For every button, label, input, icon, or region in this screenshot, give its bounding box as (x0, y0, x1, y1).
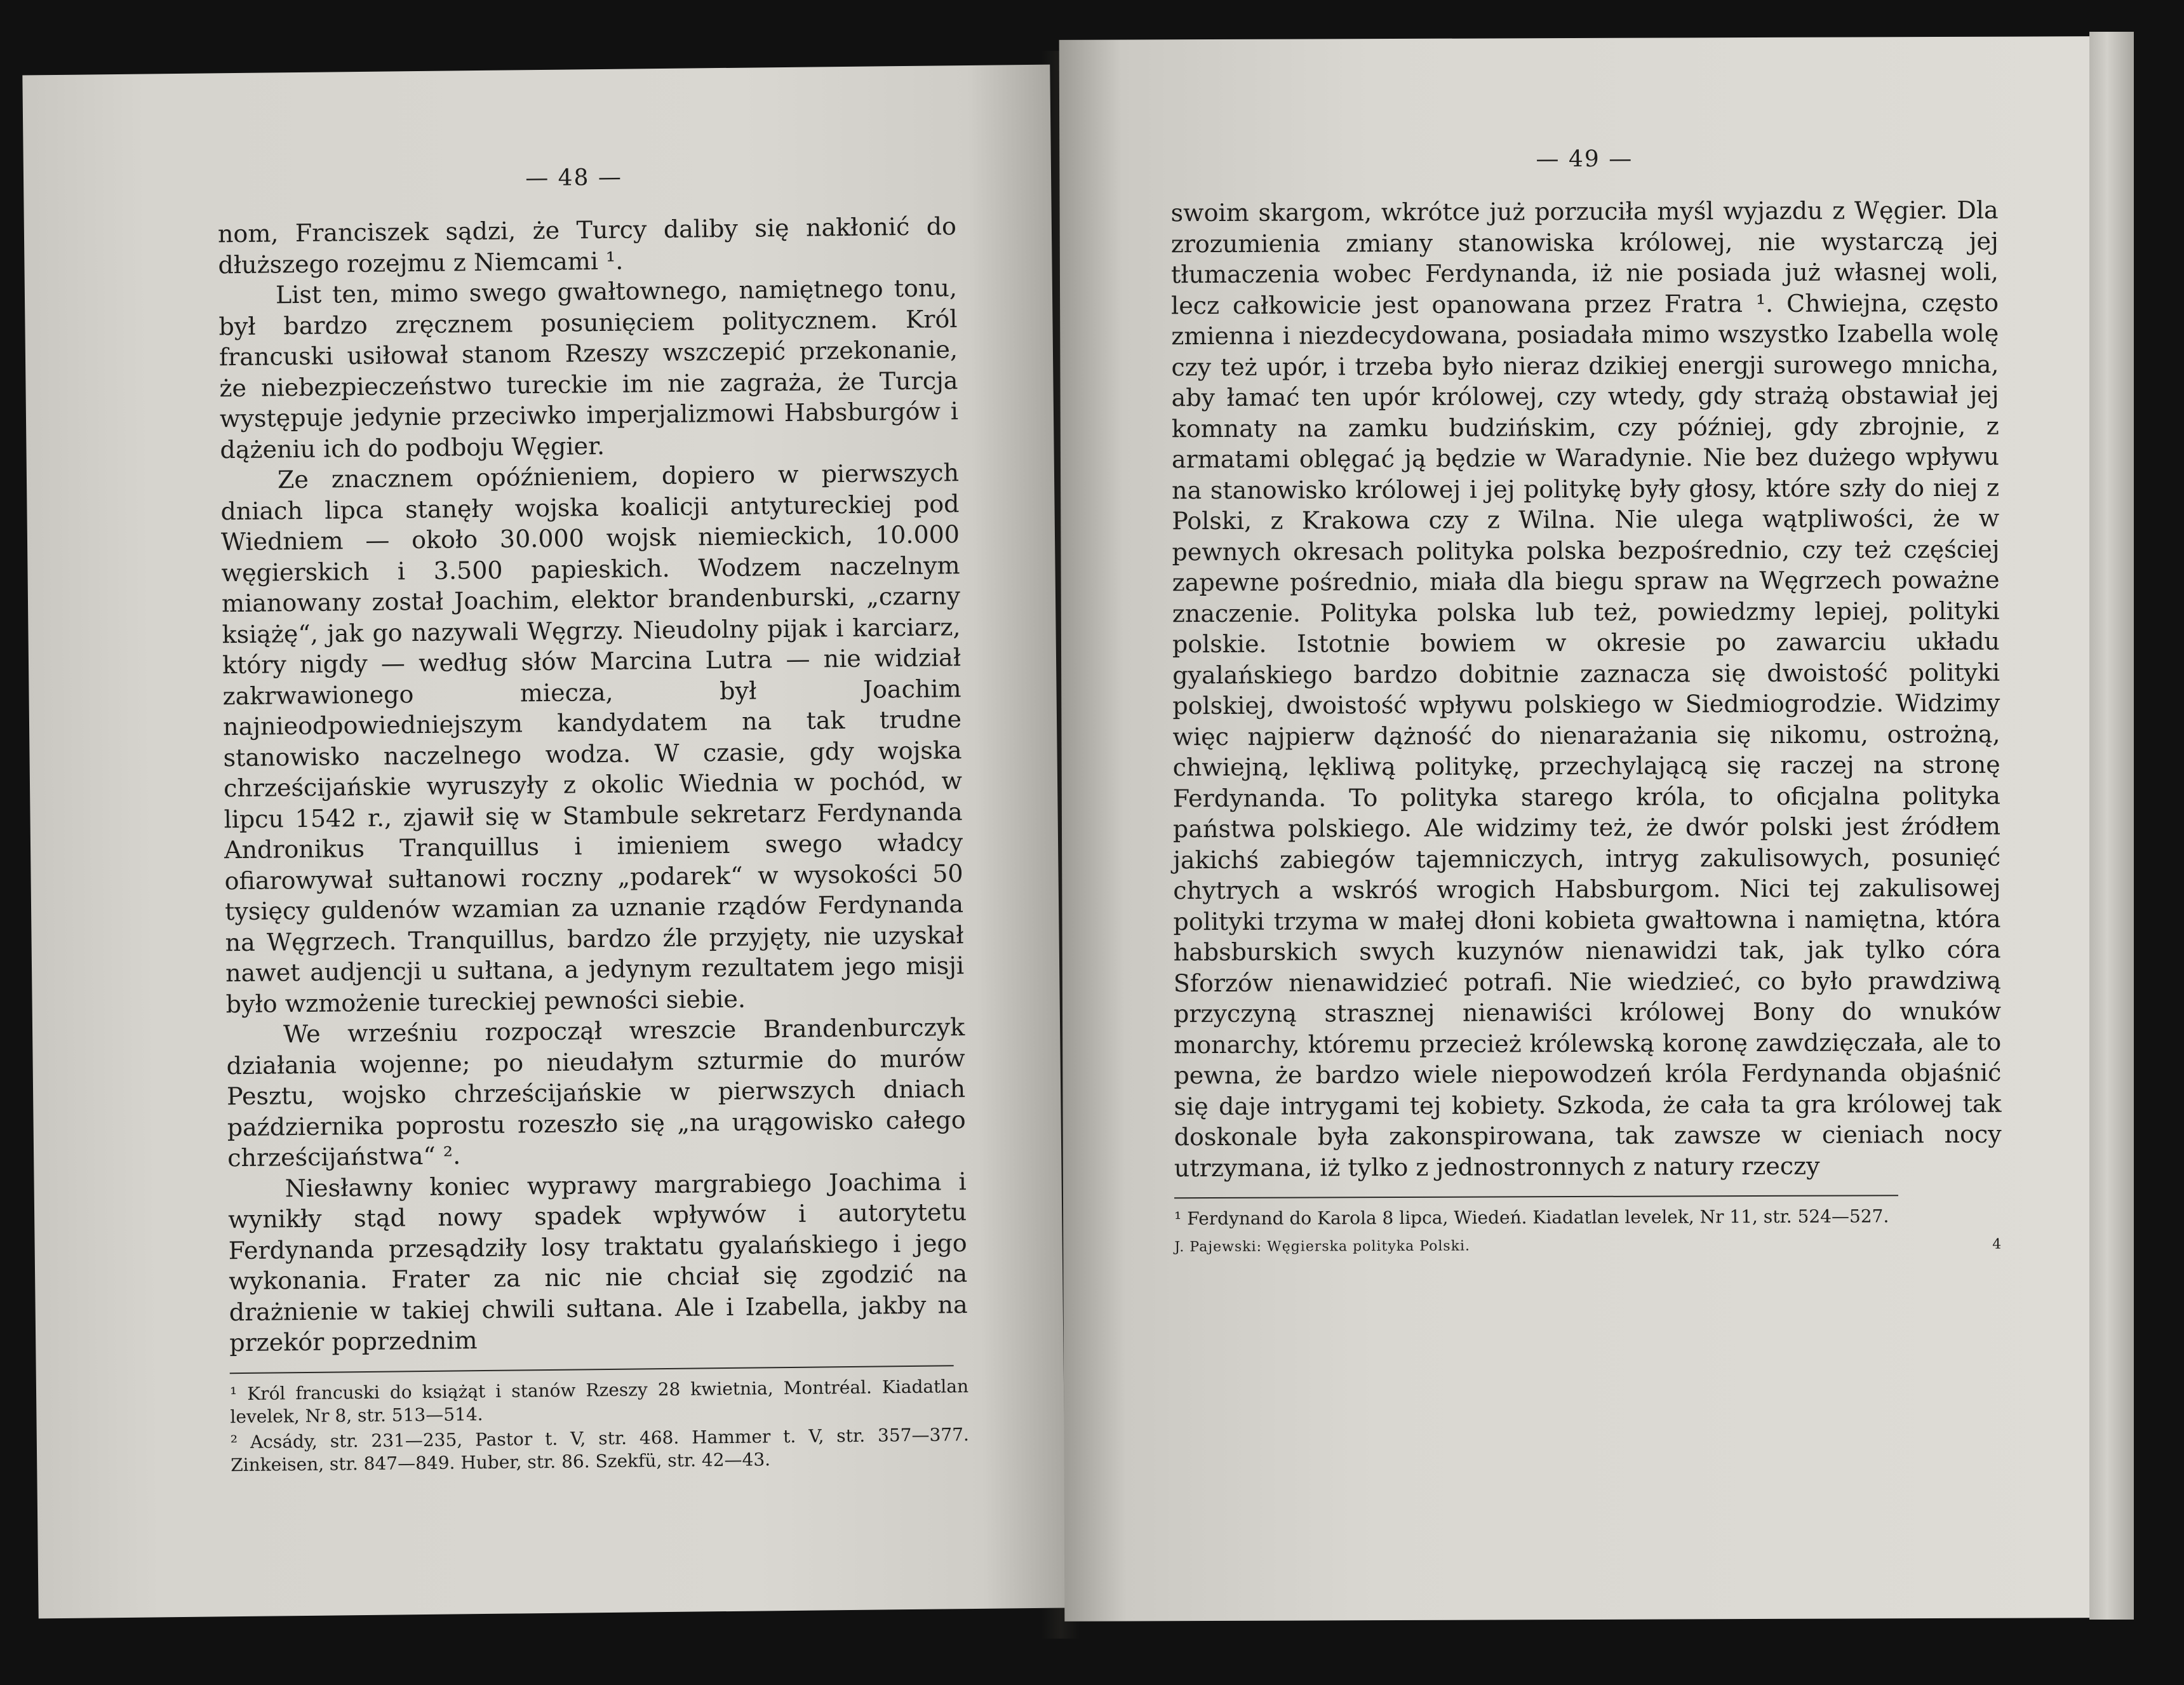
paragraph: Niesławny koniec wyprawy margrabiego Joachima i wynikły stąd nowy spadek wpływów i autorytetu Ferdynanda przesądziły losy traktatu gyalańskiego i jego wykonania. Frater za nic nie chciał się zgodzić na drażnienie w takiej chwili sułtana. Ale i Izabella, jakby na przekór poprzednim (227, 1167, 968, 1357)
footnote: ¹ Król francuski do książąt i stanów Rzeszy 28 kwietnia, Montréal. Kiadatlan levelek, Nr 8, str. 513—514. (229, 1375, 969, 1427)
footnote: ² Acsády, str. 231—235, Pastor t. V, str. 468. Hammer t. V, str. 357—377. Zinkeisen, str. 847—849. Huber, str. 86. Szekfü, str. 42—43. (230, 1423, 969, 1475)
paragraph: Ze znacznem opóźnieniem, dopiero w pierwszych dniach lipca stanęły wojska koalicji antytureckiej pod Wiedniem — około 30.000 wojsk niemieckich, 10.000 węgierskich i 3.500 papieskich. Wodzem naczelnym mianowany został Joachim, elektor brandenburski, „czarny książę“, jak go nazywali Węgrzy. Nieudolny pijak i karciarz, który nigdy — według słów Marcina Lutra — nie widział zakrwawionego miecza, był Joachim najnieodpowiedniejszym kandydatem na tak trudne stanowisko naczelnego wodza. W czasie, gdy wojska chrześcijańskie wyruszyły z okolic Wiednia w pochód, w lipcu 1542 r., zjawił się w Stambule sekretarz Ferdynanda Andronikus Tranquillus i imieniem swego władcy ofiarowywał sułtanowi roczny „podarek“ w wysokości 50 tysięcy guldenów wzamian za uznanie rządów Ferdynanda na Węgrzech. Tranquillus, bardzo źle przyjęty, nie uzyskał nawet audjencji u sułtana, a jedynym rezultatem jego misji było wzmożenie tureckiej pewności siebie. (220, 459, 965, 1018)
paragraph: List ten, mimo swego gwałtownego, namiętnego tonu, był bardzo zręcznem posunięciem politycznem. Król francuski usiłował stanom Rzeszy wszczepić przekonanie, że niebezpieczeństwo tureckie im nie zagraża, że Turcja występuje jedynie przeciwko imperjalizmowi Habsburgów i dążeniu ich do podboju Węgier. (218, 274, 959, 464)
paragraph: We wrześniu rozpoczął wreszcie Brandenburczyk działania wojenne; po nieudałym szturmie do murów Pesztu, wojsko chrześcijańskie w pierwszych dniach października poprostu rozeszło się „na urągowisko całego chrześcijaństwa“ ². (226, 1013, 966, 1172)
page-number-left: — 48 — (525, 164, 623, 192)
page-edges (2089, 32, 2134, 1620)
footnote-rule (1174, 1195, 1898, 1198)
left-page (22, 65, 1066, 1619)
page-number-right: — 49 — (1536, 145, 1633, 173)
signature-mark: 4 (1992, 1236, 2002, 1252)
signature-text: J. Pajewski: Węgierska polityka Polski. (1174, 1238, 1471, 1256)
right-page (1059, 36, 2099, 1621)
paragraph: nom, Franciszek sądzi, że Turcy daliby się nakłonić do dłuższego rozejmu z Niemcami ¹. (217, 212, 957, 279)
footnote-rule (230, 1365, 954, 1374)
paragraph: swoim skargom, wkrótce już porzuciła myśl wyjazdu z Węgier. Dla zrozumienia zmiany stanowiska królowej, nie wystarczą jej tłumaczenia wobec Ferdynanda, iż nie posiada już własnej woli, lecz całkowicie jest opanowana przez Fratra ¹. Chwiejna, często zmienna i niezdecydowana, posiadała mimo wszystko Izabella wolę czy też upór, i trzeba było nieraz dzikiej energji surowego mnicha, aby łamać ten upór królowej, czy wtedy, gdy strażą obstawiał jej komnaty na zamku budzińskim, czy później, gdy zbrojnie, z armatami oblęgać ją będzie w Waradynie. Nie bez dużego wpływu na stanowisko królowej i jej politykę były głosy, które szły do niej z Polski, z Krakowa czy z Wilna. Nie ulega wątpliwości, że w pewnych okresach polityka polska bezpośrednio, czy też częściej zapewne pośrednio, miała dla biegu spraw na Węgrzech poważne znaczenie. Polityka polska lub też, powiedzmy lepiej, polityki polskie. Istotnie bowiem w okresie po zawarciu układu gyalańskiego bardzo dobitnie zaznacza się dwoistość polityki polskiej, dwoistość wpływu polskiego w Siedmiogrodzie. Widzimy więc najpierw dążność do nienarażania się nikomu, ostrożną, chwiejną, lękliwą politykę, przechylającą się raczej na stronę Ferdynanda. To polityka starego króla, to oficjalna polityka państwa polskiego. Ale widzimy też, że dwór polski jest źródłem jakichś zabiegów tajemniczych, intryg zakulisowych, posunięć chytrych a wskróś wrogich Habsburgom. Nici tej zakulisowej polityki trzyma w małej dłoni kobieta gwałtowna i namiętna, która habsburskich swych kuzynów nienawidzi tak, jak tylko córa Sforzów nienawidzieć potrafi. Nie wiedzieć, co było prawdziwą przyczyną strasznej nienawiści królowej Bony do wnuków monarchy, któremu przecież królewską koronę zawdzięczała, ale to pewna, że bardzo wiele niepowodzeń króla Ferdynanda objaśnić się daje intrygami tej kobiety. Szkoda, że cała ta gra królowej tak doskonale była zakonspirowana, tak zawsze w cieniach nocy utrzymana, iż tylko z jednostronnych z natury rzeczy (1170, 196, 2002, 1182)
footnote: ¹ Ferdynand do Karola 8 lipca, Wiedeń. Kiadatlan levelek, Nr 11, str. 524—527. (1174, 1205, 1889, 1230)
printer-signature (1174, 1237, 2002, 1256)
